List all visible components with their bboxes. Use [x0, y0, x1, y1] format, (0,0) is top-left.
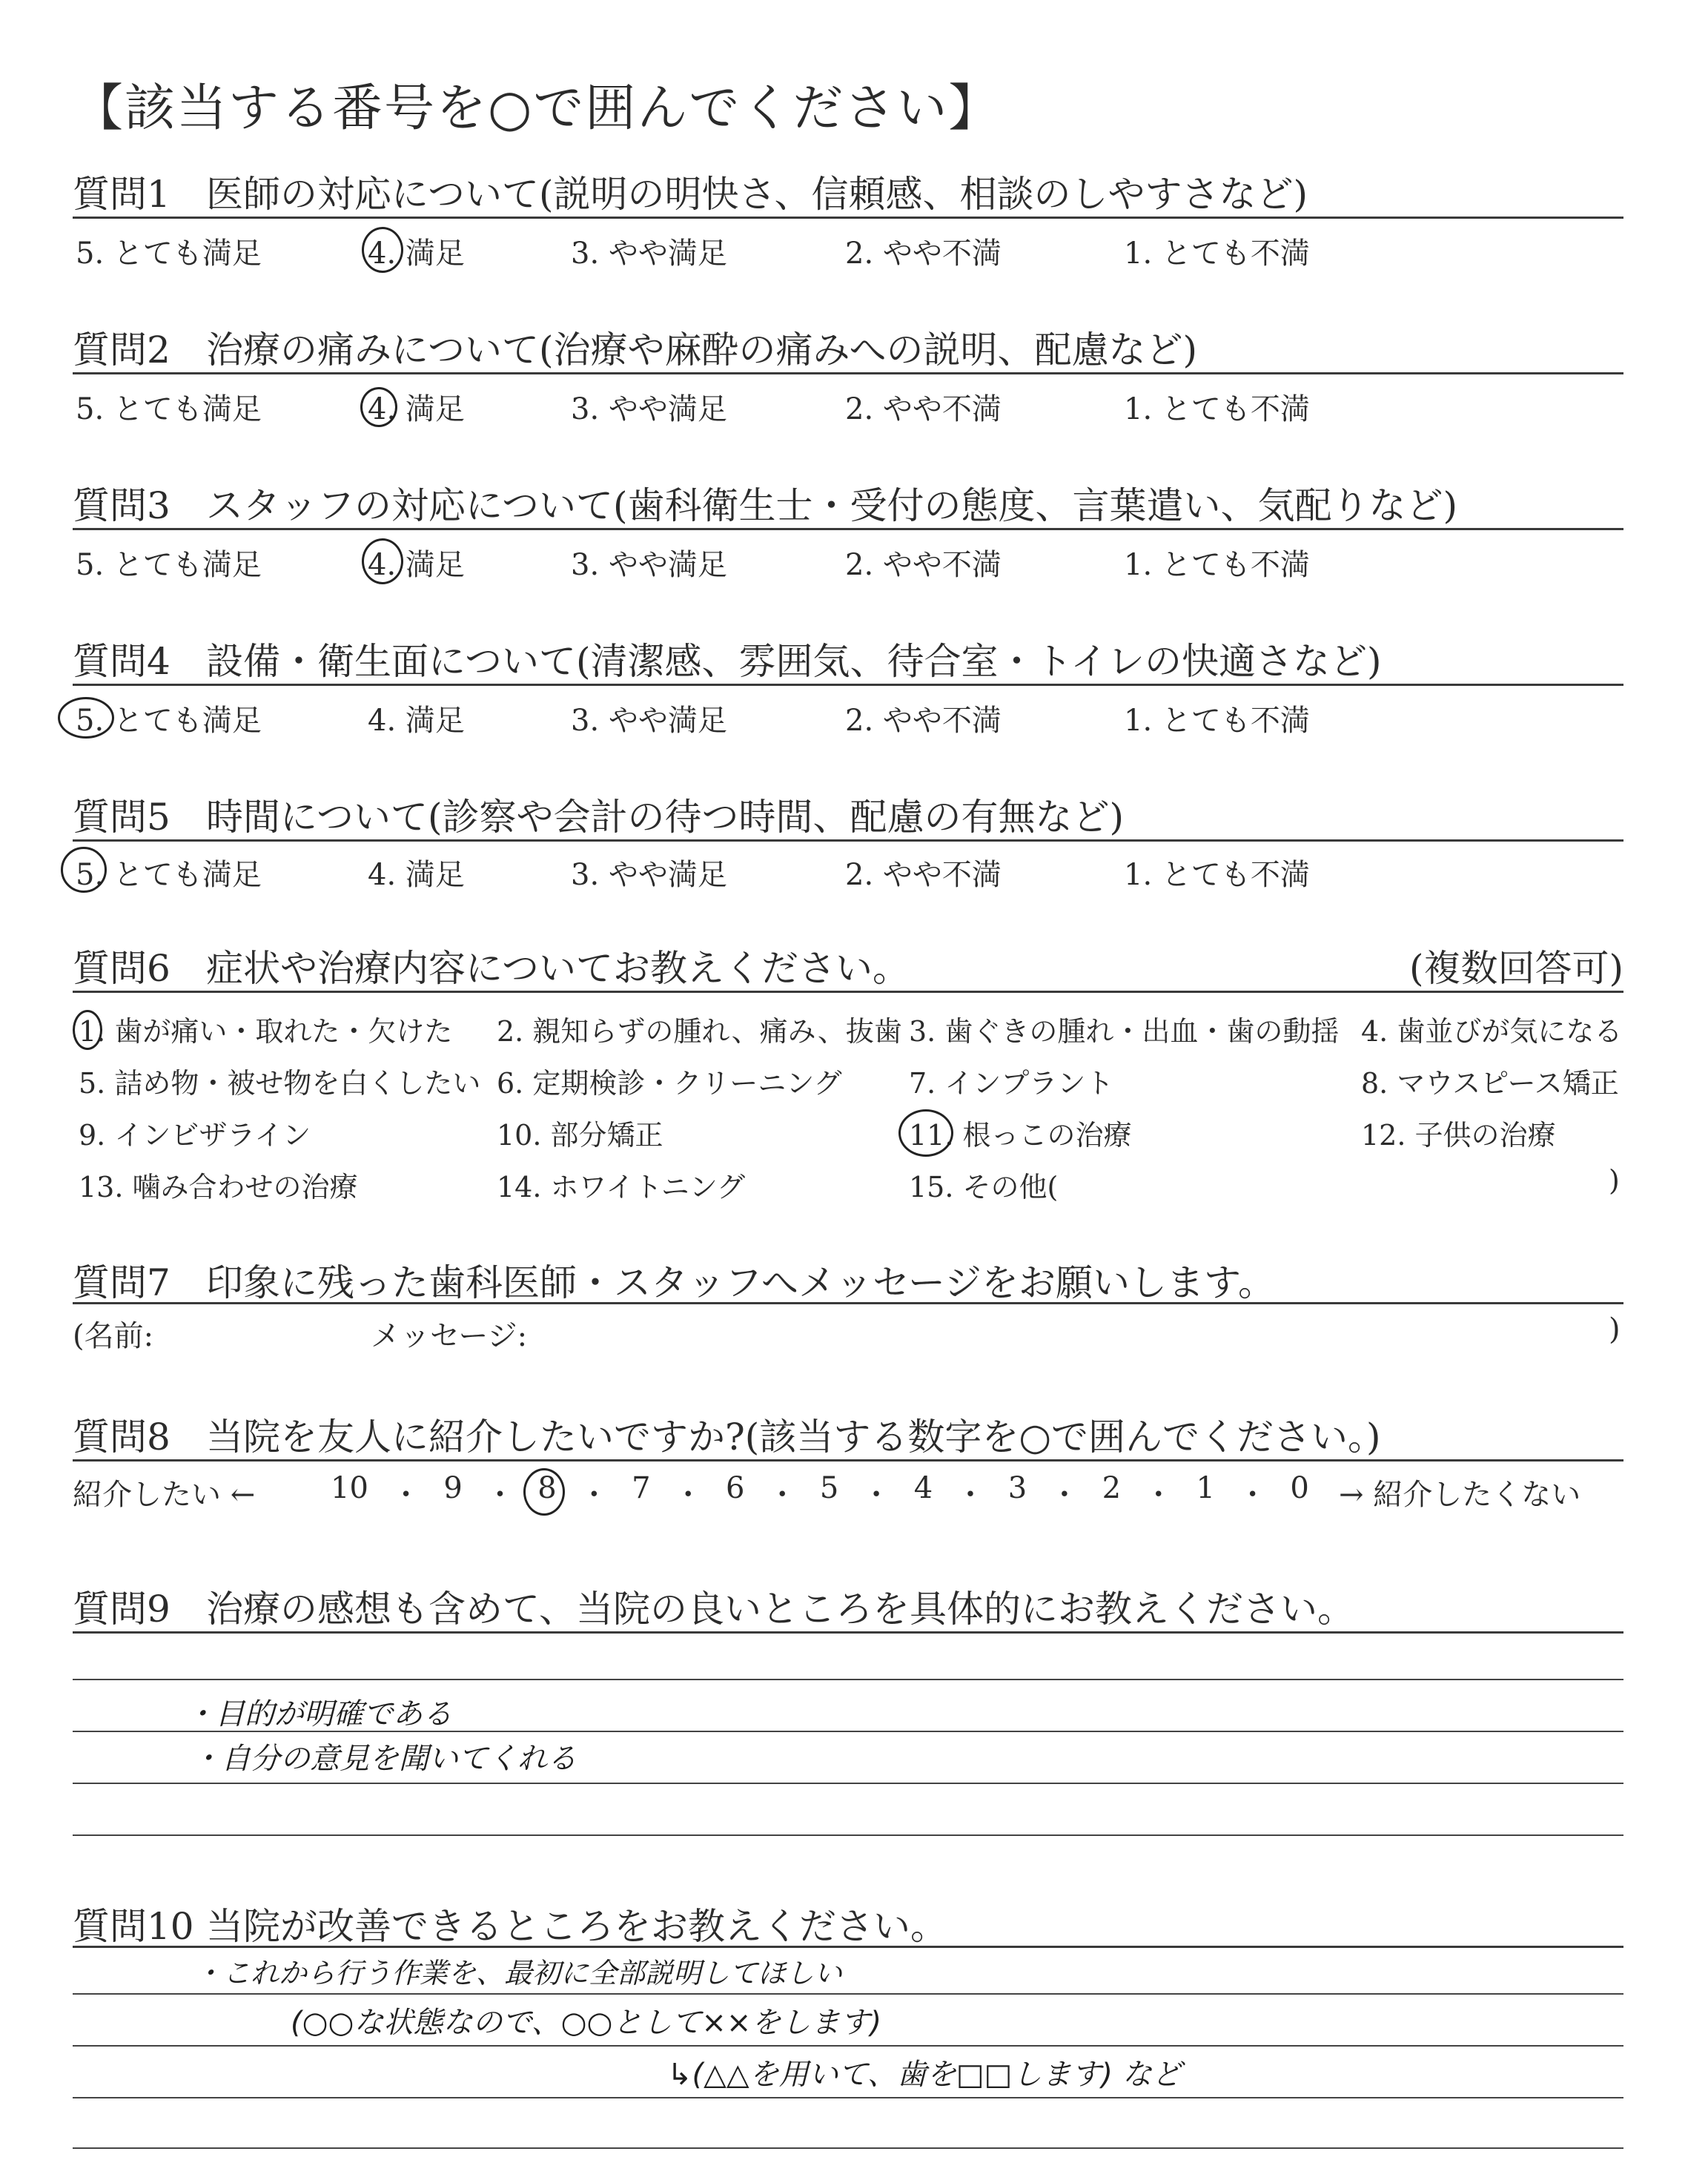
question-5-heading [73, 787, 1124, 841]
q10-answer-3: ↳(△△を用いて、歯を□□します) など [667, 2058, 1182, 2092]
question-2-rule [73, 372, 1623, 374]
scale-1[interactable]: 1 [1196, 1471, 1215, 1505]
q6-option-9[interactable]: 9. インビザライン [79, 1119, 311, 1152]
scale-dot: ・ [673, 1478, 704, 1512]
answer-line [73, 1834, 1623, 1836]
scale-2[interactable]: 2 [1102, 1471, 1122, 1505]
q6-option-12[interactable]: 12. 子供の治療 [1361, 1119, 1556, 1152]
question-4-heading [73, 632, 1382, 685]
q9-answer-1: ・目的が明確である [185, 1697, 452, 1731]
q9-answer-2: ・自分の意見を聞いてくれる [191, 1742, 577, 1776]
q2-option-1[interactable]: 1. とても不満 [1124, 392, 1310, 426]
q1-option-1[interactable]: 1. とても不満 [1124, 237, 1310, 271]
scale-5[interactable]: 5 [819, 1471, 839, 1505]
question-8-rule [73, 1459, 1623, 1462]
question-7-heading [73, 1253, 1275, 1307]
question-8-heading [73, 1407, 1380, 1461]
q5-option-4[interactable]: 4. 満足 [368, 858, 465, 892]
question-9-rule [73, 1631, 1623, 1634]
q4-option-4[interactable]: 4. 満足 [368, 704, 465, 738]
question-4-rule [73, 684, 1623, 686]
recommend-right-label: → 紹介したくない [1339, 1478, 1581, 1512]
q6-option-6[interactable]: 6. 定期検診・クリーニング [497, 1067, 842, 1100]
question-3-heading [73, 476, 1457, 529]
question-1-rule [73, 217, 1623, 219]
scale-dot: ・ [1237, 1478, 1268, 1512]
q5-option-3[interactable]: 3. やや満足 [571, 858, 727, 892]
answer-line [73, 1679, 1623, 1680]
q8-selection-circle [523, 1468, 565, 1516]
question-5-rule [73, 839, 1623, 842]
q3-option-4[interactable]: 4. 満足 [368, 548, 465, 582]
question-10-number: 質問10 [73, 1905, 194, 1948]
scale-dot: ・ [579, 1478, 609, 1512]
name-label: (名前: [73, 1319, 154, 1353]
q10-answer-1: ・これから行う作業を、最初に全部説明してほしい [194, 1957, 843, 1989]
question-7-text: 印象に残った歯科医師・スタッフへメッセージをお願いします。 [206, 1261, 1275, 1304]
answer-line [73, 2147, 1623, 2149]
q5-option-2[interactable]: 2. やや不満 [845, 858, 1002, 892]
q2-option-2[interactable]: 2. やや不満 [845, 392, 1002, 426]
question-8-number: 質問8 [73, 1416, 171, 1459]
question-4-text: 設備・衛生面について(清潔感、雰囲気、待合室・トイレの快適さなど) [206, 640, 1382, 683]
scale-8[interactable]: 8 [537, 1471, 557, 1505]
question-2-heading [73, 320, 1197, 374]
q6-selection-circle-1 [73, 1010, 102, 1050]
scale-dot: ・ [861, 1478, 892, 1512]
answer-line [73, 2097, 1623, 2098]
question-1-heading [73, 165, 1308, 218]
scale-9[interactable]: 9 [443, 1471, 463, 1505]
question-1-text: 医師の対応について(説明の明快さ、信頼感、相談のしやすさなど) [206, 173, 1308, 216]
scale-dot: ・ [955, 1478, 985, 1512]
question-6-heading [73, 939, 910, 992]
scale-0[interactable]: 0 [1290, 1471, 1309, 1505]
question-10-heading [73, 1897, 947, 1950]
question-2-text: 治療の痛みについて(治療や麻酔の痛みへの説明、配慮など) [206, 328, 1198, 371]
q3-selection-circle [362, 538, 403, 584]
answer-line [73, 1783, 1623, 1784]
q10-answer-2: (○○な状態なので、○○として××をします) [291, 2006, 882, 2040]
q6-option-11[interactable]: 11. 根っこの治療 [909, 1119, 1132, 1152]
question-3-text: スタッフの対応について(歯科衛生士・受付の態度、言葉遣い、気配りなど) [206, 484, 1458, 527]
question-5-number: 質問5 [73, 796, 171, 839]
message-close: ) [1609, 1312, 1621, 1347]
question-9-text: 治療の感想も含めて、当院の良いところを具体的にお教えください。 [206, 1588, 1354, 1631]
question-4-number: 質問4 [73, 640, 171, 683]
q6-option-13[interactable]: 13. 噛み合わせの治療 [79, 1171, 358, 1203]
answer-line [73, 1993, 1623, 1995]
scale-10[interactable]: 10 [331, 1471, 368, 1505]
q1-option-2[interactable]: 2. やや不満 [845, 237, 1002, 271]
scale-4[interactable]: 4 [913, 1471, 933, 1505]
q3-option-5[interactable]: 5. とても満足 [76, 548, 262, 582]
question-10-rule [73, 1946, 1623, 1948]
question-9-heading [73, 1579, 1354, 1633]
question-1-number: 質問1 [73, 173, 171, 216]
q1-selection-circle [362, 227, 403, 273]
q6-option-3[interactable]: 3. 歯ぐきの腫れ・出血・歯の動揺 [909, 1015, 1340, 1048]
scale-dot: ・ [767, 1478, 798, 1512]
question-9-number: 質問9 [73, 1588, 171, 1631]
q4-option-2[interactable]: 2. やや不満 [845, 704, 1002, 738]
question-6-number: 質問6 [73, 947, 171, 990]
question-3-number: 質問3 [73, 484, 171, 527]
question-5-text: 時間について(診察や会計の待つ時間、配慮の有無など) [206, 796, 1125, 839]
scale-7[interactable]: 7 [632, 1471, 651, 1505]
q1-option-4[interactable]: 4. 満足 [368, 237, 465, 271]
recommend-left-label: 紹介したい ← [73, 1478, 256, 1512]
q6-selection-circle-11 [898, 1109, 953, 1157]
q6-option-4[interactable]: 4. 歯並びが気になる [1361, 1015, 1623, 1048]
q6-option-8[interactable]: 8. マウスピース矯正 [1361, 1067, 1619, 1100]
scale-6[interactable]: 6 [726, 1471, 745, 1505]
q2-option-4[interactable]: 4. 満足 [368, 392, 465, 426]
q6-option-5[interactable]: 5. 詰め物・被せ物を白くしたい [79, 1067, 481, 1100]
q5-option-5[interactable]: 5. とても満足 [76, 858, 262, 892]
q3-option-2[interactable]: 2. やや不満 [845, 548, 1002, 582]
q1-option-5[interactable]: 5. とても満足 [76, 237, 262, 271]
q6-other-close: ) [1609, 1164, 1620, 1197]
scale-3[interactable]: 3 [1007, 1471, 1027, 1505]
q6-option-1[interactable]: 1. 歯が痛い・取れた・欠けた [79, 1015, 453, 1048]
scale-dot: ・ [1049, 1478, 1079, 1512]
scale-dot: ・ [1143, 1478, 1174, 1512]
q4-option-3[interactable]: 3. やや満足 [571, 704, 727, 738]
recommend-scale [331, 1471, 1309, 1513]
q4-selection-circle [58, 697, 114, 739]
q2-option-3[interactable]: 3. やや満足 [571, 392, 727, 426]
q3-option-1[interactable]: 1. とても不満 [1124, 548, 1310, 582]
form-title: 【該当する番号を○で囲んでください】 [73, 79, 1001, 138]
q4-option-5[interactable]: 5. とても満足 [76, 704, 262, 738]
question-6-text: 症状や治療内容についてお教えください。 [206, 947, 910, 990]
q1-option-3[interactable]: 3. やや満足 [571, 237, 727, 271]
question-8-text: 当院を友人に紹介したいですか?(該当する数字を○で囲んでください。) [206, 1416, 1381, 1459]
q6-option-10[interactable]: 10. 部分矯正 [497, 1119, 663, 1152]
question-2-number: 質問2 [73, 328, 171, 371]
answer-line [73, 1731, 1623, 1732]
question-7-rule [73, 1302, 1623, 1304]
answer-line [73, 2045, 1623, 2047]
q2-selection-circle [360, 387, 397, 427]
q6-option-14[interactable]: 14. ホワイトニング [497, 1171, 746, 1203]
message-label: メッセージ: [371, 1319, 528, 1353]
q6-option-15[interactable]: 15. その他( [909, 1171, 1059, 1203]
question-3-rule [73, 528, 1623, 530]
q6-option-2[interactable]: 2. 親知らずの腫れ、痛み、抜歯 [497, 1015, 902, 1048]
scale-dot: ・ [391, 1478, 421, 1512]
question-10-text: 当院が改善できるところをお教えください。 [206, 1905, 947, 1948]
scale-dot: ・ [485, 1478, 515, 1512]
question-6-rule [73, 991, 1623, 993]
q2-option-5[interactable]: 5. とても満足 [76, 392, 262, 426]
q5-option-1[interactable]: 1. とても不満 [1124, 858, 1310, 892]
q5-selection-circle [61, 847, 107, 893]
q3-option-3[interactable]: 3. やや満足 [571, 548, 727, 582]
q6-option-7[interactable]: 7. インプラント [909, 1067, 1114, 1100]
q4-option-1[interactable]: 1. とても不満 [1124, 704, 1310, 738]
question-7-number: 質問7 [73, 1261, 171, 1304]
multiple-answer-note: (複数回答可) [1409, 947, 1623, 990]
